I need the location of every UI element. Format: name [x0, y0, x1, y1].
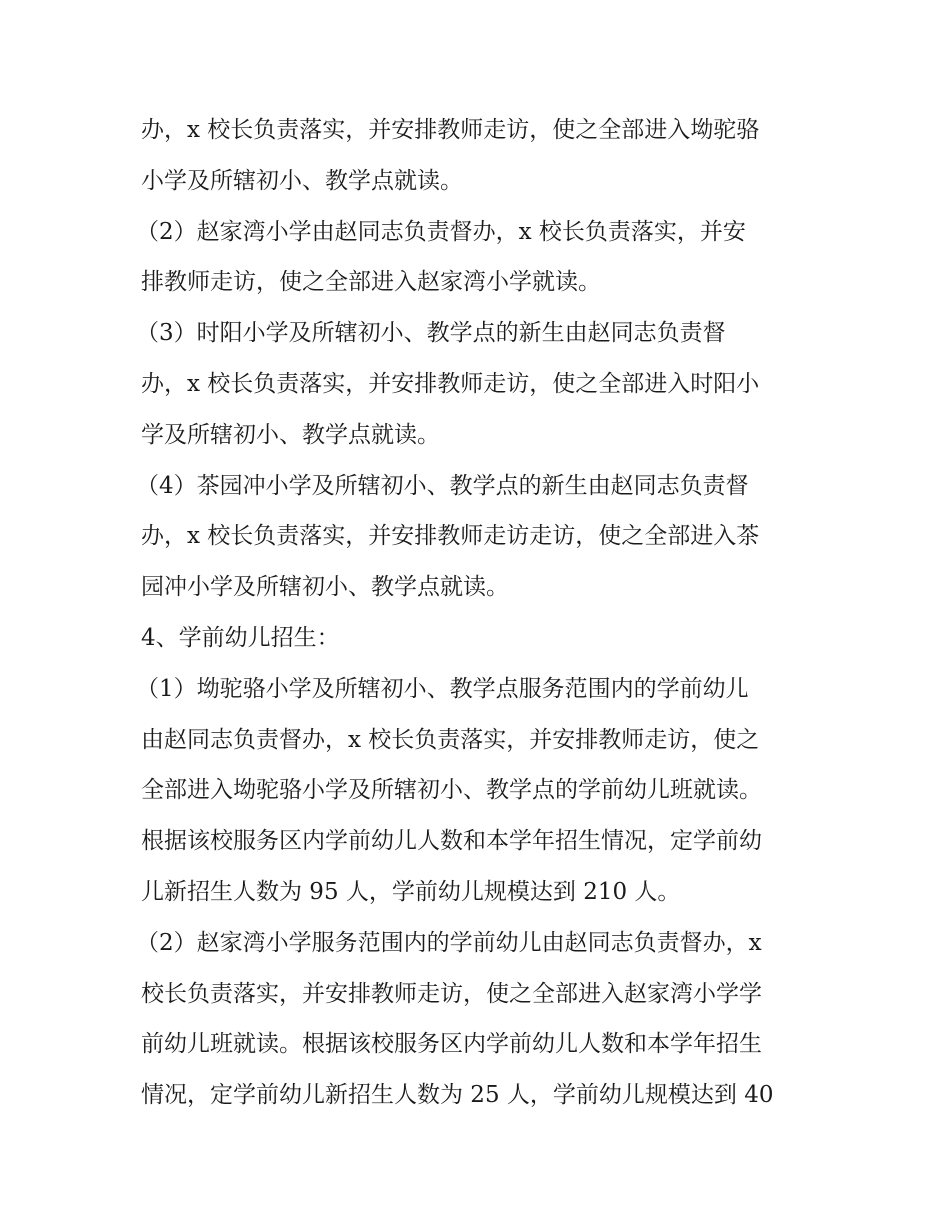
text-line: 办，x 校长负责落实，并安排教师走访，使之全部进入时阳小: [141, 370, 760, 397]
text-line: 由赵同志负责督办，x 校长负责落实，并安排教师走访，使之: [141, 726, 760, 753]
text-line: 前幼儿班就读。根据该校服务区内学前幼儿人数和本学年招生: [141, 1031, 762, 1058]
text-line: （2）赵家湾小学由赵同志负责督办，x 校长负责落实，并安: [136, 218, 746, 245]
text-line: 办，x 校长负责落实，并安排教师走访，使之全部进入坳驼骆: [141, 117, 760, 143]
text-line: 园冲小学及所辖初小、教学点就读。: [141, 574, 509, 601]
section-heading: 4、学前幼儿招生：: [141, 624, 340, 651]
text-line: （2）赵家湾小学服务范围内的学前幼儿由赵同志负责督办，x: [136, 929, 762, 956]
text-line: 全部进入坳驼骆小学及所辖初小、教学点的学前幼儿班就读。: [141, 777, 762, 804]
text-line: 情况，定学前幼儿新招生人数为 25 人，学前幼儿规模达到 40: [141, 1082, 774, 1109]
text-line: 根据该校服务区内学前幼儿人数和本学年招生情况，定学前幼: [141, 828, 762, 855]
text-line: （1）坳驼骆小学及所辖初小、教学点服务范围内的学前幼儿: [136, 675, 749, 702]
text-line: 排教师走访，使之全部进入赵家湾小学就读。: [141, 269, 601, 296]
text-line: 办，x 校长负责落实，并安排教师走访走访，使之全部进入茶: [141, 523, 760, 550]
text-line: （3）时阳小学及所辖初小、教学点的新生由赵同志负责督: [136, 320, 726, 347]
document-body: [136, 105, 821, 1121]
text-line: 儿新招生人数为 95 人，学前幼儿规模达到 210 人。: [141, 878, 681, 905]
text-line: 小学及所辖初小、教学点就读。: [141, 167, 463, 194]
text-line: （4）茶园冲小学及所辖初小、教学点的新生由赵同志负责督: [136, 472, 749, 499]
text-line: 学及所辖初小、教学点就读。: [141, 421, 440, 448]
text-line: 校长负责落实，并安排教师走访，使之全部进入赵家湾小学学: [141, 980, 762, 1007]
